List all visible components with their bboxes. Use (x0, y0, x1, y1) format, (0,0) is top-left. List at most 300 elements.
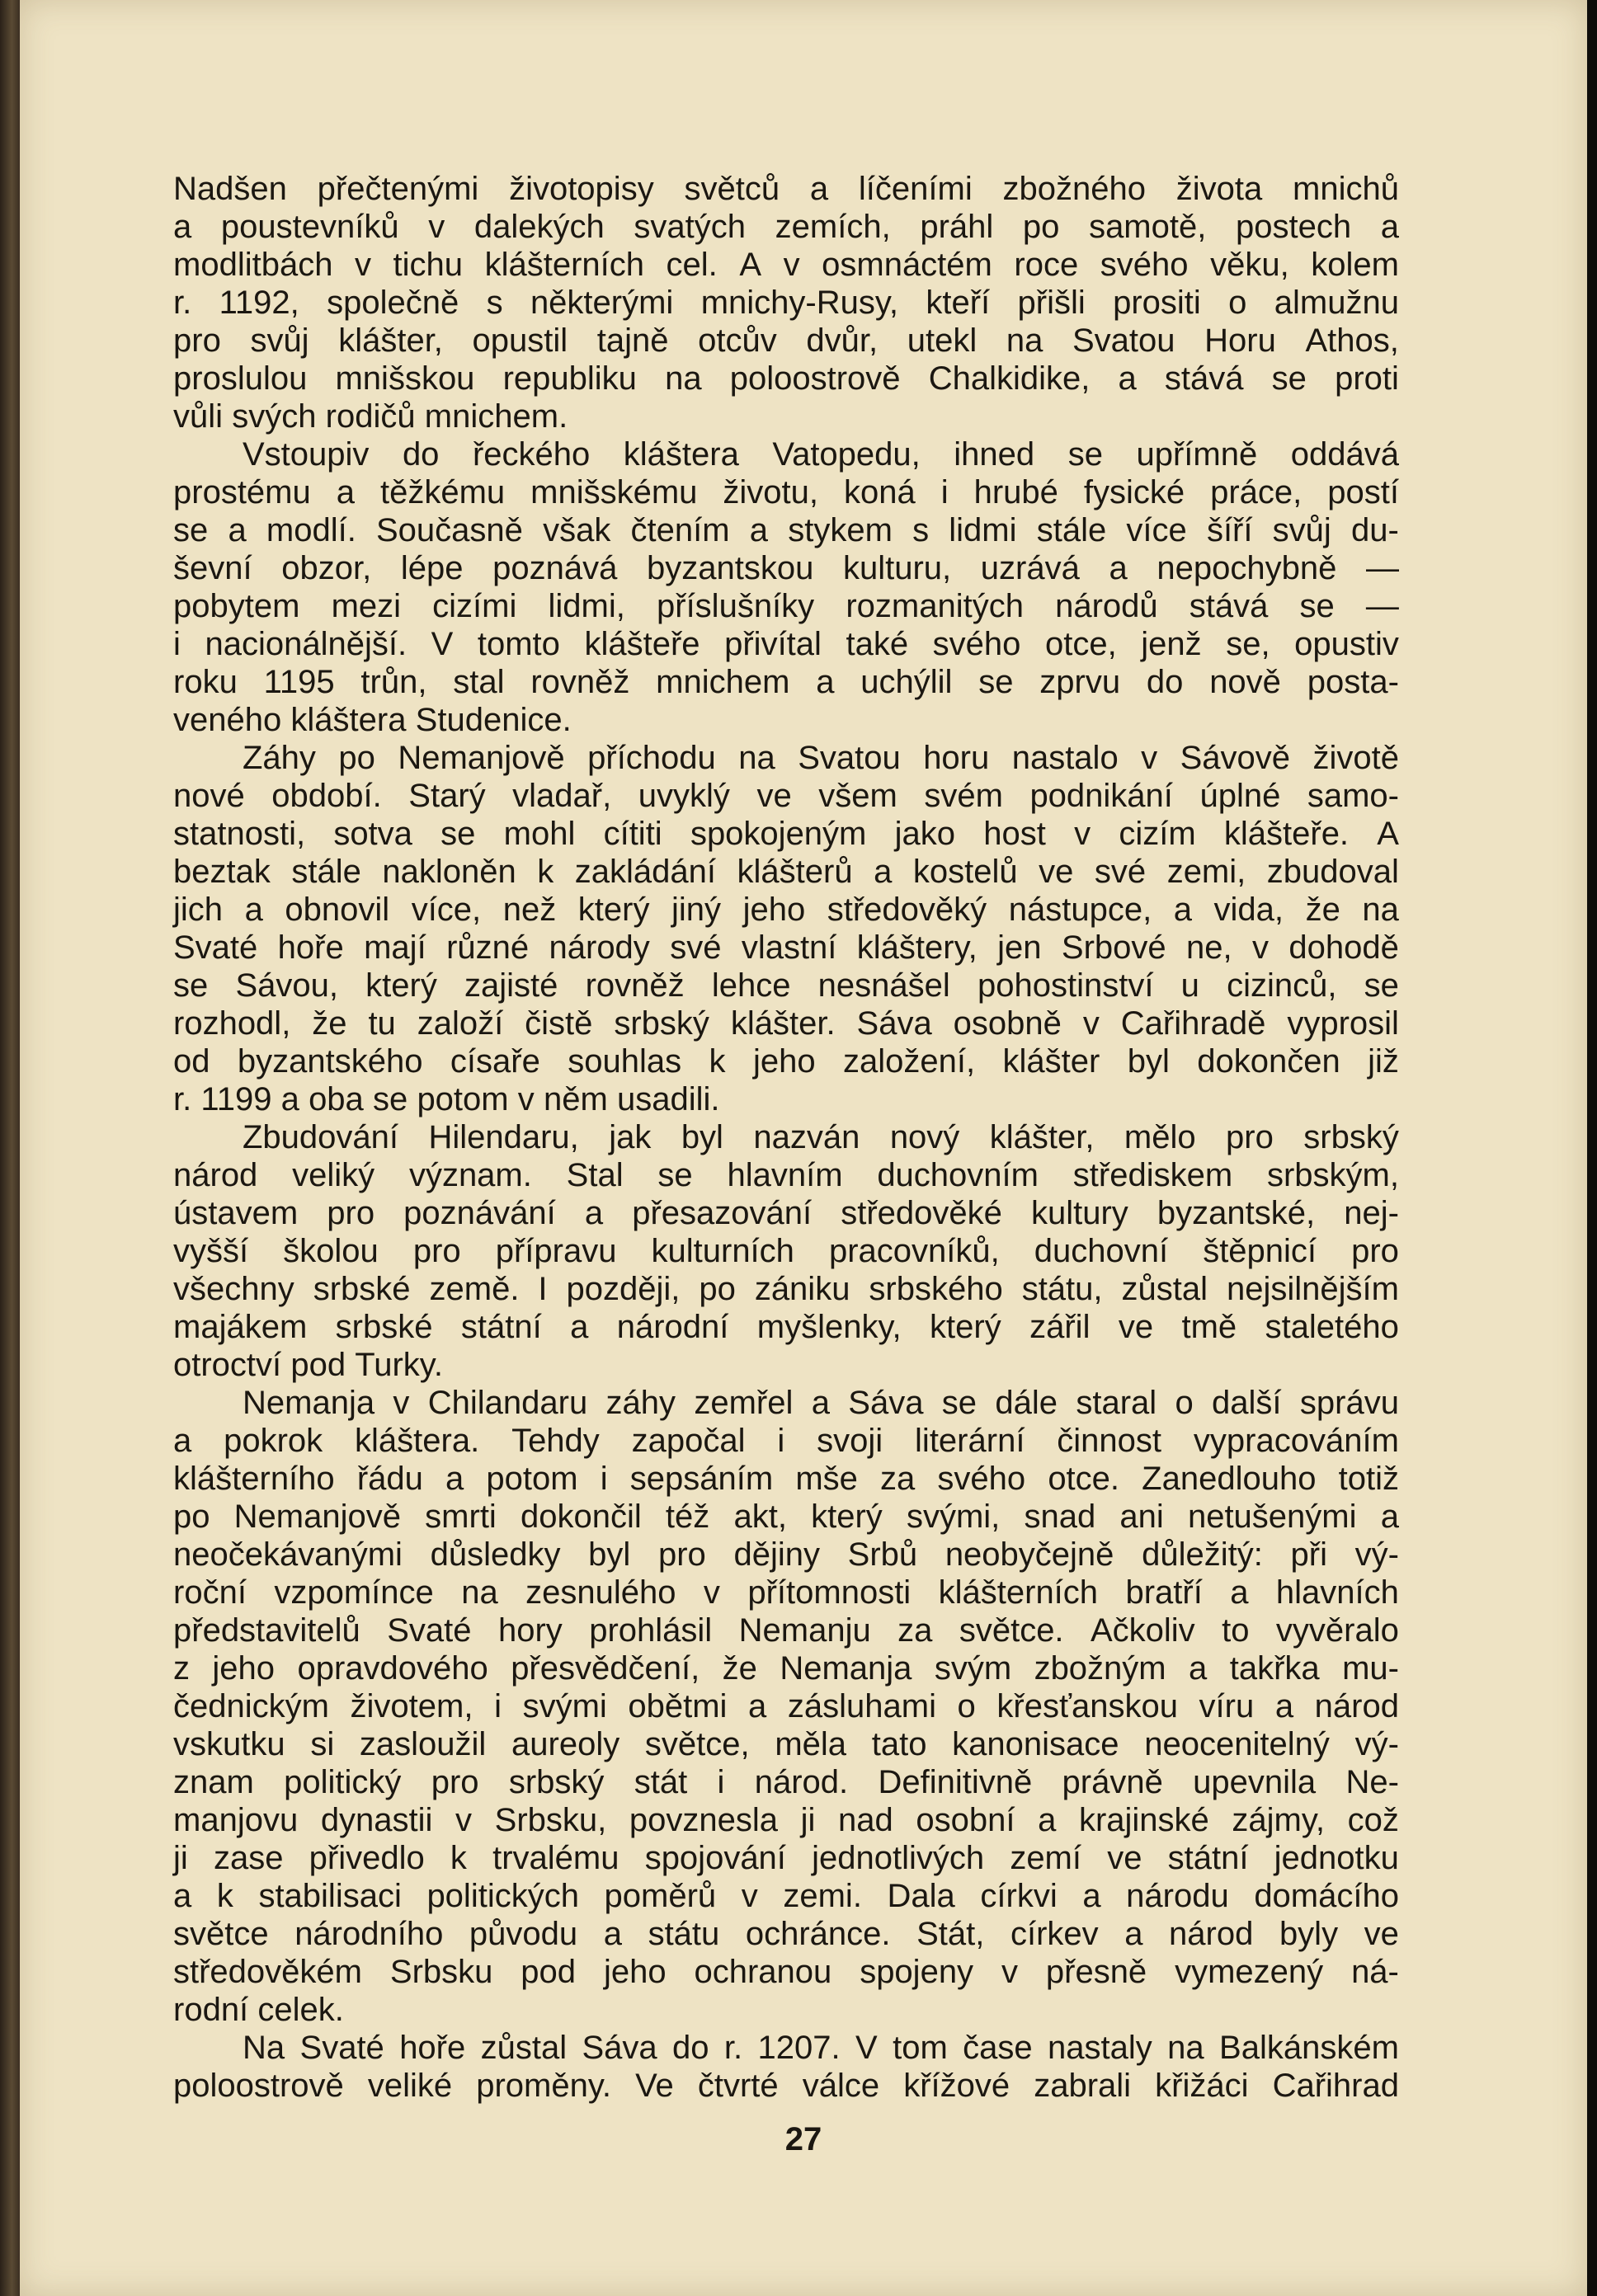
word: bratří (1125, 1574, 1203, 1611)
word: státu (648, 1916, 720, 1952)
word: jako (894, 816, 955, 852)
text-line (173, 322, 1399, 360)
word: dokončen (1197, 1043, 1340, 1080)
word: po (338, 740, 375, 776)
word: v (703, 1574, 720, 1611)
word: vý- (1354, 1536, 1399, 1573)
word: Hilendaru, (428, 1119, 579, 1155)
word: svými (522, 1688, 607, 1724)
word: zbožným (1034, 1650, 1166, 1687)
word: něm (543, 1081, 608, 1117)
word: původu (469, 1916, 578, 1952)
word: stát (634, 1764, 688, 1800)
word: se (657, 1157, 693, 1193)
word: též (665, 1499, 710, 1535)
word: a (1380, 1499, 1399, 1535)
text-line (173, 701, 1399, 739)
word: veného (173, 702, 282, 738)
word: který (365, 967, 437, 1004)
word: nástupce, (1008, 892, 1152, 928)
word: nastalo (1011, 740, 1119, 776)
text-line (173, 815, 1399, 853)
word: a (336, 474, 355, 510)
text-line (173, 739, 1399, 777)
word: mělo (1124, 1119, 1196, 1155)
word: a (173, 1423, 192, 1459)
word: horu (923, 740, 990, 776)
word: koná (843, 474, 916, 510)
word: poustevníků (220, 209, 399, 245)
word: politických (426, 1878, 579, 1914)
word: se (1364, 967, 1399, 1004)
word: měla (775, 1726, 847, 1762)
word: srbský (614, 1005, 709, 1042)
word: tu (368, 1005, 396, 1042)
word: i (600, 1461, 608, 1497)
word: roku (173, 664, 238, 700)
text-line (173, 1156, 1399, 1194)
word: Definitivně (878, 1764, 1033, 1800)
word: po (173, 1499, 210, 1535)
word: klášteře. (1223, 816, 1350, 852)
word: majákem (173, 1309, 308, 1345)
word: Ne- (1345, 1764, 1399, 1800)
word: aureoly (511, 1726, 620, 1762)
word: životopisy (509, 171, 654, 207)
word: společně (327, 285, 459, 321)
word: a (570, 1309, 589, 1345)
word: vyprosil (1287, 1005, 1399, 1042)
word: vlastní (741, 929, 837, 966)
word: ná- (1351, 1954, 1399, 1990)
word: Nemanjově (233, 1499, 401, 1535)
word: národ (1314, 1688, 1399, 1724)
word: kláštera. (355, 1423, 480, 1459)
word: poměrů (604, 1878, 717, 1914)
word: nové (173, 778, 245, 814)
word: srbský (508, 1764, 605, 1800)
text-line (173, 1915, 1399, 1953)
word: almužnu (1274, 285, 1399, 321)
word: a (874, 854, 893, 890)
word: podnikání (1029, 778, 1173, 814)
word: že (312, 1005, 347, 1042)
word: v (1141, 740, 1158, 776)
word: ve (756, 778, 792, 814)
word: hlavním (727, 1157, 843, 1193)
word: zářil (1029, 1309, 1091, 1345)
text-line (173, 663, 1399, 701)
word: Svatou (798, 740, 901, 776)
text-line (173, 1725, 1399, 1763)
word: proměny. (476, 2068, 611, 2104)
word: vymezený (1175, 1954, 1324, 1990)
word: sepsáním (629, 1461, 774, 1497)
word: vida, (1213, 892, 1284, 928)
word: který (577, 892, 650, 928)
text-line (173, 435, 1399, 473)
word: zemi. (783, 1878, 862, 1914)
word: neocenitelný (1144, 1726, 1330, 1762)
word: Ačkoliv (1090, 1612, 1195, 1649)
word: i (777, 1423, 785, 1459)
word: jiný (671, 892, 722, 928)
word: národní (616, 1309, 729, 1345)
word: host (983, 816, 1046, 852)
word: na (1167, 2030, 1204, 2066)
word: Nemanja (780, 1650, 912, 1687)
word: k (709, 1043, 726, 1080)
word: na (1362, 892, 1399, 928)
word: vyšší (173, 1233, 249, 1269)
word: literární (915, 1423, 1025, 1459)
word: své (670, 929, 722, 966)
word: středověký (827, 892, 987, 928)
word: pod (290, 1347, 346, 1383)
word: Vstoupiv (243, 436, 370, 473)
word: povznesla (629, 1802, 778, 1838)
word: a (748, 1688, 767, 1724)
word: a (1124, 1916, 1143, 1952)
word: klášter, (338, 322, 443, 359)
word: přesvědčení, (511, 1650, 700, 1687)
word: uzrává (980, 550, 1080, 586)
word: a (1230, 1574, 1249, 1611)
word: o (957, 1688, 976, 1724)
page-number: 27 (784, 2121, 822, 2157)
word: proslulou (173, 360, 308, 397)
word: dohodě (1288, 929, 1399, 966)
word: mnichy-Rusy, (700, 285, 898, 321)
word: o (1228, 285, 1247, 321)
text-line (173, 1232, 1399, 1270)
word: pod (521, 1954, 577, 1990)
word: ševní (173, 550, 252, 586)
word: duchovní (1034, 1233, 1169, 1269)
word: po (699, 1271, 736, 1307)
word: zabrali (1034, 2068, 1132, 2104)
word: modlí. (266, 512, 356, 548)
word: tom (893, 2030, 948, 2066)
book-page (20, 0, 1587, 2296)
word: v (783, 247, 800, 283)
word: země. (429, 1271, 520, 1307)
word: po (1022, 209, 1060, 245)
word: světce (173, 1916, 269, 1952)
word: kulturu, (842, 550, 952, 586)
text-line (173, 929, 1399, 967)
word: i (494, 1688, 502, 1724)
word: Starý (408, 778, 486, 814)
word: jich (173, 892, 224, 928)
word: řádu (356, 1461, 423, 1497)
text-line (173, 170, 1399, 208)
word: nej- (1344, 1195, 1399, 1231)
word: světce, (644, 1726, 750, 1762)
body-text (173, 170, 1399, 2105)
word: od (173, 1043, 210, 1080)
word: v (517, 1081, 535, 1117)
word: pro (173, 322, 221, 359)
word: jeho (603, 1954, 667, 1990)
word: období. (271, 778, 382, 814)
text-line (173, 2029, 1399, 2067)
word: nejsilnějším (1226, 1271, 1399, 1307)
word: v (1074, 816, 1091, 852)
word: hrubé (973, 474, 1058, 510)
text-line (173, 1042, 1399, 1080)
word: národ. (754, 1764, 849, 1800)
text-line (173, 2067, 1399, 2105)
word: veliké (367, 2068, 453, 2104)
word: rovněž (585, 967, 685, 1004)
word: jeho (742, 892, 806, 928)
word: národu (1126, 1878, 1229, 1914)
word: Chalkidike, (928, 360, 1091, 397)
word: zůstal (1121, 1271, 1208, 1307)
word: a (603, 1916, 622, 1952)
word: všechny (173, 1271, 294, 1307)
word: cel. (666, 247, 718, 283)
word: v (393, 1385, 410, 1421)
word: dokončil (520, 1499, 642, 1535)
word: otce. (1048, 1461, 1120, 1497)
word: Stát, (916, 1916, 985, 1952)
word: pohostinství (977, 967, 1154, 1004)
word: svoji (817, 1423, 883, 1459)
word: mezi (331, 588, 402, 624)
text-line (173, 853, 1399, 891)
word: kulturních (651, 1233, 794, 1269)
word: rodičů (325, 398, 416, 435)
word: se (173, 967, 209, 1004)
word: hoře (277, 929, 344, 966)
word: lehce (711, 967, 791, 1004)
word: upřímně (1136, 436, 1258, 473)
word: statnosti, (173, 816, 306, 852)
word: r. (173, 1081, 192, 1117)
word: se, (1226, 626, 1270, 662)
word: úplné (1199, 778, 1281, 814)
word: o (1175, 1385, 1194, 1421)
word: těžkému (379, 474, 506, 510)
word: nový (889, 1119, 960, 1155)
word: v (428, 209, 445, 245)
word: zbudoval (1266, 854, 1399, 890)
word: hory (497, 1612, 563, 1649)
word: Cařihrad (1272, 2068, 1399, 2104)
text-line (173, 1953, 1399, 1991)
word: svého (932, 626, 1021, 662)
text-line (173, 625, 1399, 663)
text-line (173, 549, 1399, 587)
text-line (173, 1270, 1399, 1308)
word: nad (838, 1802, 893, 1838)
word: a (1380, 209, 1399, 245)
word: klášter. (730, 1005, 836, 1042)
word: s (912, 512, 930, 548)
word: při (1290, 1536, 1327, 1573)
word: Svatou (1072, 322, 1175, 359)
word: středověkém (173, 1954, 362, 1990)
word: staletého (1265, 1309, 1399, 1345)
word: přesazování (632, 1195, 813, 1231)
word: Nadšen (173, 171, 287, 207)
word: kláštera (623, 436, 739, 473)
word: v (1082, 1005, 1100, 1042)
word: a (1109, 550, 1128, 586)
word: klášterů (737, 854, 853, 890)
word: byzantského (237, 1043, 423, 1080)
word: jeho (212, 1650, 276, 1687)
word: do (672, 2030, 709, 2066)
word: a (445, 1461, 464, 1497)
word: však (543, 512, 611, 548)
word: věku, (1210, 247, 1289, 283)
word: životem, (350, 1688, 473, 1724)
word: Sávově (1180, 740, 1291, 776)
word: čtvrté (697, 2068, 779, 2104)
word: krajinské (1078, 1802, 1209, 1838)
word: otce, (1044, 626, 1117, 662)
text-line (173, 284, 1399, 322)
word: pro (431, 1764, 479, 1800)
word: politický (284, 1764, 402, 1800)
word: prositi (1113, 285, 1201, 321)
word: byly (1279, 1916, 1339, 1952)
word: sotva (333, 816, 412, 852)
word: Horu (1204, 322, 1276, 359)
text-line (173, 360, 1399, 398)
word: stykem (788, 512, 893, 548)
word: státní (1167, 1840, 1249, 1876)
word: štěpnicí (1203, 1233, 1317, 1269)
word: který (811, 1499, 883, 1535)
word: potom (417, 1081, 509, 1117)
word: posta- (1307, 664, 1399, 700)
word: a (1189, 1650, 1208, 1687)
word: jeho (752, 1043, 816, 1080)
word: pro (412, 1233, 461, 1269)
word: a (244, 892, 263, 928)
text-line (173, 891, 1399, 929)
word: domácího (1254, 1878, 1399, 1914)
word: dalekých (473, 209, 605, 245)
word: tajně (596, 322, 669, 359)
word: byzantské, (1157, 1195, 1316, 1231)
word: dále (995, 1385, 1058, 1421)
word: prostému (173, 474, 311, 510)
word: ihned (954, 436, 1035, 473)
word: jak (609, 1119, 652, 1155)
word: klášterních (938, 1574, 1099, 1611)
word: samotě, (1089, 209, 1207, 245)
text-line (173, 1574, 1399, 1611)
word: a (809, 171, 829, 207)
word: význam. (408, 1157, 532, 1193)
word: všem (818, 778, 897, 814)
word: Svaté (173, 929, 258, 966)
word: jednotlivých (812, 1840, 985, 1876)
word: zemi, (1166, 854, 1246, 890)
word: kláštera (290, 702, 407, 738)
word: Turky. (355, 1347, 443, 1383)
word: otroctví (173, 1347, 282, 1383)
word: přípravu (495, 1233, 617, 1269)
text-line (173, 1801, 1399, 1839)
word: opustil (472, 322, 568, 359)
word: — (1366, 550, 1399, 586)
word: důsledky (430, 1536, 561, 1573)
word: uvyklý (638, 778, 730, 814)
word: neočekávanými (173, 1536, 403, 1573)
text-line (173, 1763, 1399, 1801)
text-line (173, 511, 1399, 549)
word: vý- (1354, 1726, 1399, 1762)
word: zániku (754, 1271, 850, 1307)
word: z (173, 1650, 190, 1687)
word: jednotku (1274, 1840, 1399, 1876)
word: také (846, 626, 909, 662)
text-line (173, 1991, 1399, 2029)
word: zůstal (480, 2030, 568, 2066)
word: více (1126, 512, 1187, 548)
word: lidmi, (548, 588, 625, 624)
word: střediskem (1072, 1157, 1233, 1193)
word: svém (924, 778, 1003, 814)
word: Ve (635, 2068, 674, 2104)
word: mnichů (1293, 171, 1399, 207)
word: rozmanitých (846, 588, 1024, 624)
text-line (173, 1460, 1399, 1498)
word: srbské (335, 1309, 433, 1345)
word: různé (446, 929, 530, 966)
word: netušenými (1187, 1499, 1357, 1535)
word: snad (1024, 1499, 1096, 1535)
word: vskutku (173, 1726, 285, 1762)
text-line (173, 1080, 1399, 1118)
word: k (216, 1878, 233, 1914)
word: se (1299, 588, 1335, 624)
word: veliký (292, 1157, 375, 1193)
word: některými (530, 285, 674, 321)
word: se (978, 664, 1014, 700)
word: zemích, (775, 209, 891, 245)
word: mnišskému (530, 474, 698, 510)
word: upevnila (1193, 1764, 1317, 1800)
word: víru (1199, 1688, 1255, 1724)
word: nově (1209, 664, 1281, 700)
word: pro (1226, 1119, 1274, 1155)
word: Nemanja (243, 1385, 375, 1421)
word: činnost (1057, 1423, 1162, 1459)
text-line (173, 246, 1399, 284)
text-line (173, 1118, 1399, 1156)
word: školou (283, 1233, 379, 1269)
word: vůli (173, 398, 224, 435)
word: pro (327, 1195, 375, 1231)
word: se (1271, 360, 1307, 397)
word: ústavem (173, 1195, 299, 1231)
word: Sáva (856, 1005, 932, 1042)
word: stále (1036, 512, 1107, 548)
word: klášter, (989, 1119, 1095, 1155)
word: ve (1118, 1309, 1154, 1345)
text-line (173, 1422, 1399, 1460)
word: k (450, 1840, 467, 1876)
word: myšlenky, (756, 1309, 902, 1345)
word: národů (1055, 588, 1158, 624)
